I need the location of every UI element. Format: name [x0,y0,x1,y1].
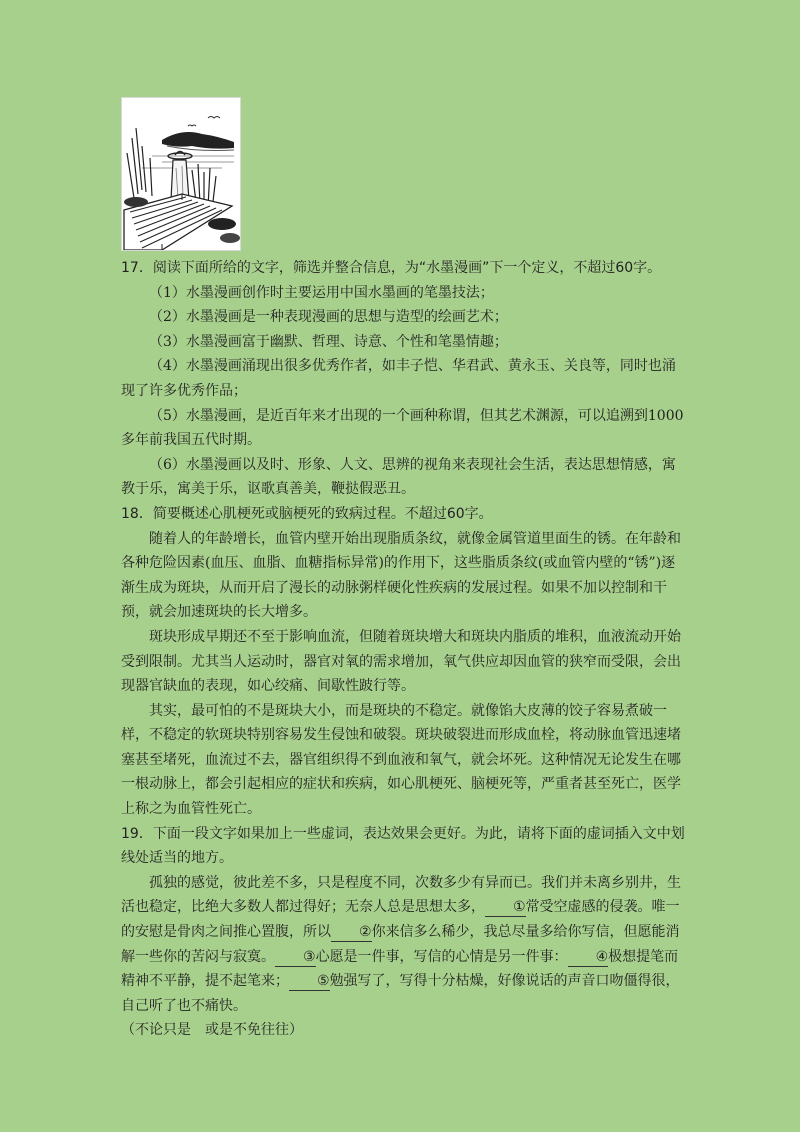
q17-item-2: （2）水墨漫画是一种表现漫画的思想与造型的绘画艺术； [149,309,508,326]
passage-text-2: 常受空虚感的侵袭。唯一的安慰是骨肉之间推心置腹，所以 [121,899,680,941]
passage-text-3: 你来信多么稀少，我总尽量多给你写信，但愿能消解一些你的苦闷与寂寞。 [121,924,680,965]
question-17-title: 17．阅读下面所给的文字，筛选并整合信息，为“水墨漫画”下一个定义，不超过60字。 [121,260,662,276]
passage-text-5: 极想提笔而精神不平静，提不起笔来； [121,948,679,990]
ink-painting-figure-icon [122,98,240,250]
q19-passage [121,871,689,1019]
question-18-title: 18．简要概述心肌梗死或脑梗死的致病过程。不超过60字。 [121,505,493,522]
q18-paragraph-2: 斑块形成早期还不至于影响血流，但随着斑块增大和斑块内脂质的堆积，血液流动开始受到限制。尤其当人运动时，器官对氧的需求增加，氧气供应却因血管的狭窄而受限，会出现器官缺血的表现，如心绞痛、间歇性跛行等。 [121,628,681,695]
q17-item-4: （4）水墨漫画涌现出很多优秀作者，如丰子恺、华君武、黄永玉、关良等，同时也涌现了许多优秀作品； [121,358,676,399]
q17-item-3: （3）水墨漫画富于幽默、哲理、诗意、个性和笔墨情趣； [149,333,508,350]
question-19-title: 19．下面一段文字如果加上一些虚词，表达效果会更好。为此，请将下面的虚词插入文中划线处适当的地方。 [121,825,685,867]
blank-4: ④ [568,948,609,967]
q18-paragraph-1: 随着人的年龄增长，血管内壁开始出现脂质条纹，就像金属管道里面生的锈。在年龄和各种危险因素(血压、血脂、血糖指标异常)的作用下，这些脂质条纹(或血管内壁的“锈”)逐渐生成为斑块，从而开启了漫长的动脉粥样硬化性疾病的发展过程。如果不加以控制和干预，就会加速斑块的长大增多。 [121,530,681,621]
passage-text-1: 孤独的感觉，彼此差不多，只是程度不同，次数多少有异而已。我们并未离乡别井，生活也稳定，比绝大多数人都过得好；无奈人总是思想太多， [121,874,681,916]
blank-5: ⑤ [289,972,330,991]
passage-text-4: 心愿是一件事，写信的心情是另一件事： [315,948,568,965]
blank-2: ② [331,923,372,942]
q18-paragraph-3: 其实，最可怕的不是斑块大小，而是斑块的不稳定。就像馅大皮薄的饺子容易煮破一样，不稳定的软斑块特别容易发生侵蚀和破裂。斑块破裂进而形成血栓，将动脉血管迅速堵塞甚至堵死，血流过不去，器官组织得不到血液和氧气，就会坏死。这种情况无论发生在哪一根动脉上，都会引起相应的症状和疾病，如心肌梗死、脑梗死等，严重者甚至死亡，医学上称之为血管性死亡。 [121,702,681,818]
q17-item-5: （5）水墨漫画，是近百年来才出现的一个画种称谓，但其艺术渊源，可以追溯到1000多年前我国五代时期。 [121,407,684,449]
blank-3: ③ [275,948,316,967]
blank-1: ① [485,898,526,917]
ink-wash-illustration [121,97,241,251]
exam-content [121,256,689,1043]
q17-item-6: （6）水墨漫画以及时、形象、人文、思辨的视角来表现社会生活，表达思想情感，寓教于乐，寓美于乐，讴歌真善美，鞭挞假恶丑。 [121,456,676,498]
q17-item-1: （1）水墨漫画创作时主要运用中国水墨画的笔墨技法； [149,284,494,301]
passage-text-6: 勉强写了，写得十分枯燥，好像说话的声音口吻僵得很，自己听了也不痛快。 [121,973,680,1014]
q19-word-options: （不论只是 或是不免往往） [121,1022,303,1039]
